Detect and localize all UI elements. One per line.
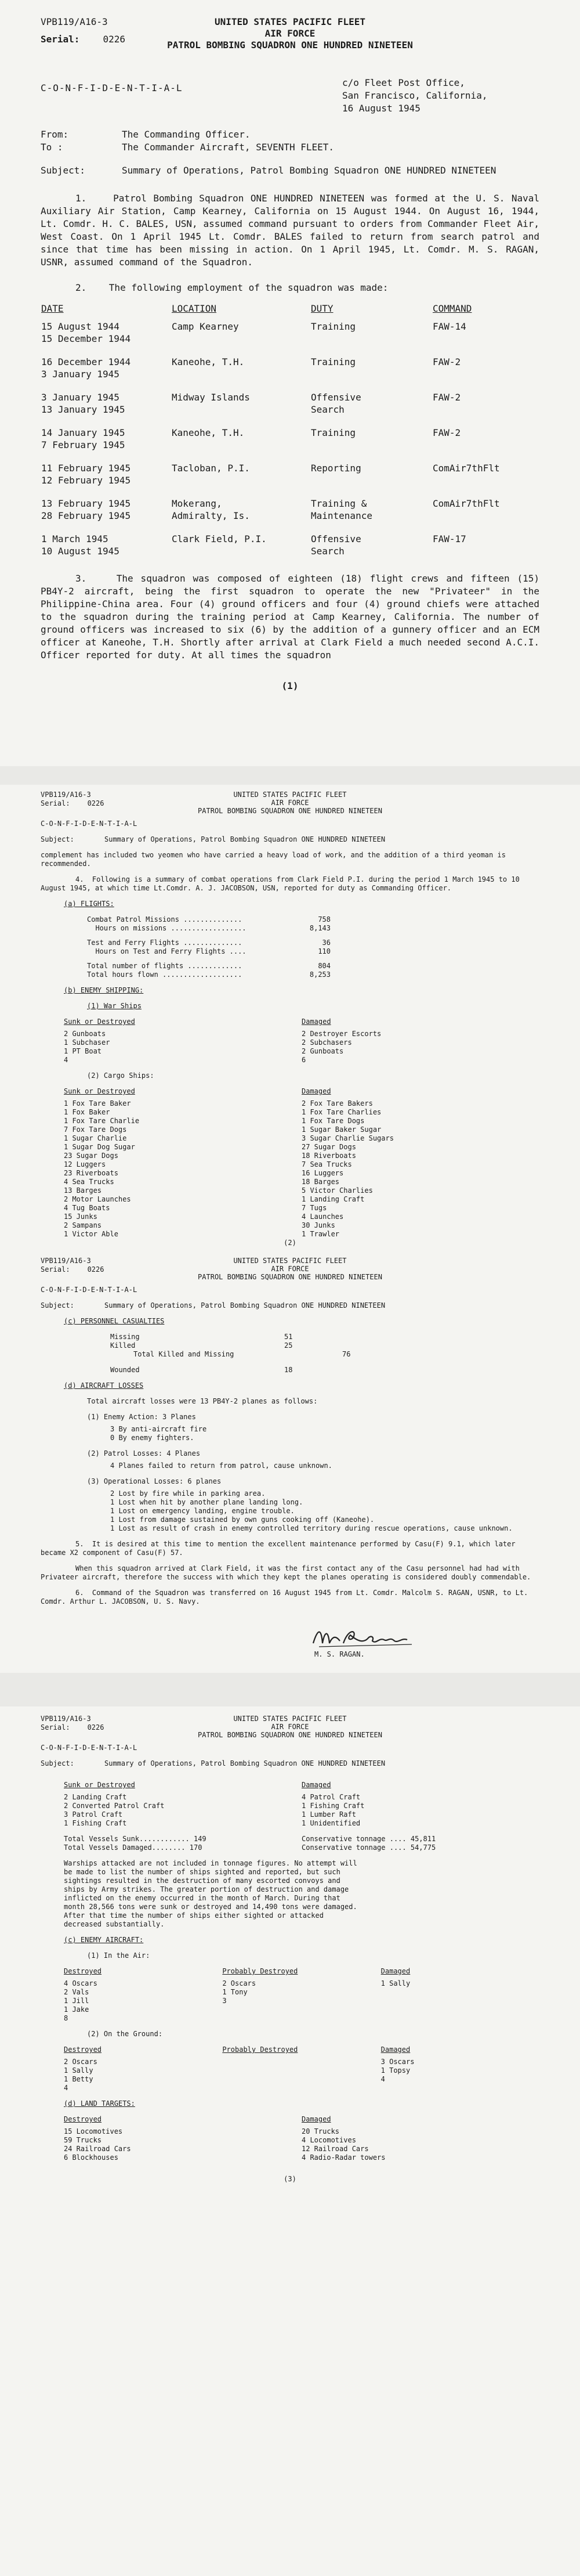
to-label: To : [41, 142, 63, 153]
stat-row [87, 939, 539, 947]
employment-row [41, 355, 539, 391]
employment-cmd-cell: ComAir7thFlt [433, 463, 500, 474]
list-item: 4 Patrol Craft [302, 1793, 361, 1801]
table-header-row [41, 302, 539, 320]
subject-label: Subject: [41, 165, 86, 176]
list-item: 23 Riverboats [64, 1169, 118, 1177]
patrol-losses-list [110, 1462, 539, 1470]
list-item: 2 Motor Launches [64, 1195, 131, 1203]
list-item: 0 By enemy fighters. [110, 1434, 194, 1442]
warships-damaged-list [302, 1030, 539, 1065]
vessels-damaged-total: Total Vessels Damaged........ 170 [64, 1843, 202, 1852]
list-item: 59 Trucks [64, 2136, 102, 2144]
serial-number: 0226 [87, 1723, 104, 1731]
vessels-sunk-tonnage: Conservative tonnage .... 45,811 [302, 1835, 436, 1843]
letterhead-line-1: UNITED STATES PACIFIC FLEET [233, 1715, 347, 1723]
stat-row [87, 970, 539, 979]
list-item: 4 Tug Boats [64, 1204, 110, 1212]
list-item: 7 Tugs [302, 1204, 327, 1212]
letterhead [41, 791, 539, 820]
handwritten-signature [307, 1623, 423, 1650]
file-reference: VPB119/A16-3 [41, 16, 108, 27]
list-item: 1 Topsy [380, 2066, 411, 2074]
column-header: Damaged [302, 1781, 331, 1789]
subject-line [41, 1301, 539, 1310]
stat-row [87, 947, 539, 956]
stat-label: Hours on missions .................. [87, 924, 246, 932]
list-item: 1 Betty [64, 2075, 93, 2083]
employment-row [41, 461, 539, 497]
subject-value: Summary of Operations, Patrol Bombing Squadron ONE HUNDRED NINETEEN [104, 835, 386, 843]
warships-sunk-list [64, 1030, 302, 1065]
stat-value: 804 [318, 962, 331, 970]
list-item: 3 By anti-aircraft fire [110, 1425, 207, 1433]
to-value: The Commander Aircraft, SEVENTH FLEET. [122, 142, 335, 153]
paragraph-5b [41, 1564, 539, 1582]
employment-row [41, 497, 539, 532]
paragraph-1 [41, 192, 539, 269]
list-item: 6 Blockhouses [64, 2153, 118, 2162]
employment-date-cell: 3 January 1945 13 January 1945 [41, 392, 125, 415]
list-item: 3 Oscars [380, 2058, 415, 2066]
stat-row [87, 962, 539, 970]
column-header: Damaged [380, 1967, 411, 1975]
list-item: 4 [64, 1056, 68, 1064]
subsection-title: (1) Enemy Action: 3 Planes [87, 1413, 196, 1421]
air-columns [64, 1967, 539, 2023]
paragraph-number: 3. [75, 573, 87, 584]
list-item: 1 PT Boat [64, 1047, 102, 1055]
column-header: Sunk or Destroyed [64, 1087, 135, 1095]
list-item: 20 Trucks [302, 2127, 340, 2135]
stat-value: 8,253 [309, 970, 331, 979]
employment-duty-cell: Reporting [311, 463, 361, 474]
killed-label: Killed [110, 1341, 136, 1350]
confidential-marking: C-O-N-F-I-D-E-N-T-I-A-L [41, 82, 183, 93]
section-title: (c) PERSONNEL CASUALTIES [64, 1317, 165, 1325]
paragraph-number: 5. [75, 1540, 84, 1548]
flight-statistics [87, 915, 539, 979]
sunk-list [64, 1793, 302, 1828]
paragraph-text: The squadron was composed of eighteen (18) flight crews and fifteen (15) PB4Y-2 aircraft, being the first squadron to operate the new "Privateer" in the Philippine-China area. Four (4) ground officers and four (4) ground chiefs were attached to the squadron during the training period at Camp Kearney, California. The number of ground officers was increased to six (6) by the addition of a gunnery officer and an ECM officer at Kaneohe, T.H. Shortly after arrival at Clark Field a much needed second A.C.I. Officer reported for duty. At all times the squadron [41, 573, 540, 661]
serial-label: Serial: [41, 1265, 70, 1273]
column-header: COMMAND [433, 303, 472, 314]
list-item: 1 Lost as result of crash in enemy controlled territory during rescue operations, cause unknown. [110, 1524, 513, 1532]
list-item: 6 [302, 1056, 306, 1064]
employment-date-cell: 1 March 1945 10 August 1945 [41, 533, 119, 557]
subject-value: Summary of Operations, Patrol Bombing Squadron ONE HUNDRED NINETEEN [104, 1759, 386, 1767]
air-probably-list [222, 1979, 380, 2005]
employment-loc-cell: Tacloban, P.I. [172, 463, 250, 474]
subsection-title: (2) Patrol Losses: 4 Planes [87, 1449, 201, 1457]
air-damaged-list [381, 1979, 539, 1988]
letterhead [41, 1715, 539, 1744]
employment-duty-cell: Training [311, 427, 356, 438]
list-item: 2 Lost by fire while in parking area. [110, 1489, 266, 1498]
column-header: Damaged [302, 1018, 331, 1026]
list-item: 8 [64, 2014, 68, 2022]
list-item: 2 Oscars [64, 2058, 97, 2066]
air-destroyed-list [64, 1979, 222, 2023]
stat-label: Hours on Test and Ferry Flights .... [87, 947, 246, 955]
subject-value: Summary of Operations, Patrol Bombing Squadron ONE HUNDRED NINETEEN [104, 1301, 386, 1309]
list-item: 4 [380, 2075, 385, 2083]
total-value: 76 [342, 1350, 351, 1358]
subject-line [41, 835, 539, 844]
stat-label: Combat Patrol Missions .............. [87, 915, 242, 923]
enemy-action-list [110, 1425, 539, 1442]
list-item: 4 Planes failed to return from patrol, cause unknown. [110, 1462, 332, 1470]
employment-cmd-cell: FAW-14 [433, 321, 466, 332]
paragraph-number: 6. [75, 1589, 84, 1597]
total-label: Total Killed and Missing [133, 1350, 234, 1358]
list-item: 5 Victor Charlies [302, 1186, 373, 1195]
ground-destroyed-list [64, 2058, 222, 2092]
signature-block [307, 1623, 539, 1659]
letterhead-line-3: PATROL BOMBING SQUADRON ONE HUNDRED NINETEEN [167, 39, 413, 50]
employment-loc-cell: Clark Field, P.I. [172, 533, 267, 544]
continuation-text: complement has included two yeomen who have carried a heavy load of work, and the addition of a third yeoman is recommended. [41, 851, 506, 868]
list-item: 3 [222, 1997, 227, 2005]
employment-cmd-cell: FAW-2 [433, 356, 461, 367]
letterhead [41, 1257, 539, 1286]
casualties [110, 1333, 539, 1374]
paragraph-text: It is desired at this time to mention the excellent maintenance performed by Casu(F) 9.1, which later became X2 component of Casu(F) 57. [41, 1540, 516, 1557]
warships-columns [64, 1018, 539, 1065]
paragraph-number: 4. [75, 875, 84, 883]
killed-value: 25 [284, 1341, 293, 1350]
section-title: (d) AIRCRAFT LOSSES [64, 1381, 144, 1390]
employment-date-cell: 16 December 1944 3 January 1945 [41, 356, 131, 380]
column-header: Destroyed [64, 1967, 102, 1975]
employment-cmd-cell: FAW-2 [433, 427, 461, 438]
list-item: 1 Sugar Charlie [64, 1134, 127, 1142]
list-item: 2 Gunboats [302, 1047, 344, 1055]
file-reference: VPB119/A16-3 [41, 1257, 91, 1265]
list-item: 2 Vals [64, 1988, 89, 1996]
cargo-columns [64, 1087, 539, 1239]
employment-table [41, 302, 539, 568]
column-header: DUTY [311, 303, 334, 314]
serial-label: Serial: [41, 34, 80, 45]
signer-name: M. S. RAGAN. [314, 1650, 365, 1658]
subsection-title: (1) In the Air: [87, 1951, 150, 1960]
employment-row [41, 532, 539, 568]
list-item: 1 Jill [64, 1997, 89, 2005]
paragraph-6 [41, 1589, 539, 1606]
confidential-marking: C-O-N-F-I-D-E-N-T-I-A-L [41, 820, 137, 828]
cargo-sunk-list [64, 1099, 302, 1239]
wounded-value: 18 [284, 1366, 293, 1374]
paragraph-5 [41, 1540, 539, 1557]
stat-label: Test and Ferry Flights .............. [87, 939, 242, 947]
paragraph-4 [41, 875, 539, 893]
cargo-damaged-list [302, 1099, 539, 1239]
paragraph-2 [41, 282, 539, 294]
list-item: 4 Launches [302, 1213, 344, 1221]
serial-number: 0226 [87, 1265, 104, 1273]
serial-number: 0226 [103, 34, 125, 45]
list-item: 7 Sea Trucks [302, 1160, 352, 1168]
vessels-damaged-tonnage: Conservative tonnage .... 54,775 [302, 1843, 436, 1852]
subsection-title: (2) Cargo Ships: [87, 1071, 154, 1080]
employment-cmd-cell: FAW-17 [433, 533, 466, 544]
stat-value: 8,143 [309, 924, 331, 932]
paragraph-text: Patrol Bombing Squadron ONE HUNDRED NINETEEN was formed at the U. S. Naval Auxiliary Air Station, Camp Kearney, California on 15 August 1944. On August 16, 1944, Lt. Comdr. H. C. BALES, USN, assumed command pursuant to orders from Commander Fleet Air, West Coast. On 1 April 1945 Lt. Comdr. BALES failed to return from search patrol and since that time has been missing in action. On 1 April 1945, Lt. Comdr. M. S. RAGAN, USNR, assumed command of the Squadron. [41, 193, 539, 268]
file-reference: VPB119/A16-3 [41, 791, 91, 799]
employment-cmd-cell: ComAir7thFlt [433, 498, 500, 509]
letterhead-line-1: UNITED STATES PACIFIC FLEET [214, 16, 366, 27]
address-block [342, 77, 487, 115]
page-number: (2) [284, 1239, 296, 1247]
continued-shipping-columns [64, 1781, 539, 1828]
list-item: 2 Converted Patrol Craft [64, 1802, 165, 1810]
employment-duty-cell: Offensive Search [311, 533, 361, 557]
subsection-title: (3) Operational Losses: 6 planes [87, 1477, 222, 1485]
ground-columns [64, 2045, 539, 2092]
vessels-sunk-total: Total Vessels Sunk............ 149 [64, 1835, 206, 1843]
list-item: 12 Luggers [64, 1160, 106, 1168]
list-item: 12 Railroad Cars [302, 2145, 369, 2153]
employment-row [41, 320, 539, 355]
employment-date-cell: 13 February 1945 28 February 1945 [41, 498, 131, 521]
column-header: Probably Destroyed [222, 1967, 298, 1975]
subject-line [41, 1759, 539, 1768]
list-item: 1 Lost when hit by another plane landing long. [110, 1498, 303, 1506]
list-item: 18 Riverboats [302, 1152, 356, 1160]
stat-label: Total number of flights ............. [87, 962, 242, 970]
list-item: 3 Sugar Charlie Sugars [302, 1134, 394, 1142]
list-item: 1 Fox Tare Dogs [302, 1117, 365, 1125]
employment-duty-cell: Training & Maintenance [311, 498, 372, 521]
letterhead-line-3: PATROL BOMBING SQUADRON ONE HUNDRED NINETEEN [198, 1731, 382, 1739]
stat-value: 758 [318, 915, 331, 923]
land-columns [64, 2115, 539, 2162]
subsection-title: (2) On the Ground: [87, 2030, 163, 2038]
damaged-list [302, 1793, 539, 1828]
column-header: Destroyed [64, 2115, 102, 2123]
aircraft-intro: Total aircraft losses were 13 PB4Y-2 planes as follows: [87, 1397, 318, 1405]
confidential-marking: C-O-N-F-I-D-E-N-T-I-A-L [41, 1744, 137, 1752]
subject-label: Subject: [41, 835, 74, 843]
employment-duty-cell: Offensive Search [311, 392, 361, 415]
paragraph-text: Following is a summary of combat operations from Clark Field P.I. during the period 1 March 1945 to 10 August 1945, at which time Lt.Comdr. A. J. JACOBSON, USN, reported for duty as Commanding Officer. [41, 875, 520, 892]
employment-duty-cell: Training [311, 321, 356, 332]
stat-value: 110 [318, 947, 331, 955]
serial-label: Serial: [41, 799, 70, 807]
letterhead-line-2: AIR FORCE [271, 1723, 309, 1731]
list-item: 1 Sugar Baker Sugar [302, 1125, 382, 1134]
list-item: 23 Sugar Dogs [64, 1152, 118, 1160]
paragraph-text: Command of the Squadron was transferred on 16 August 1945 from Lt. Comdr. Malcolm S. RAGAN, USNR, to Lt. Comdr. Arthur L. JACOBSON, U. S. Navy. [41, 1589, 528, 1606]
list-item: 1 Lumber Raft [302, 1810, 356, 1819]
list-item: 1 Tony [222, 1988, 248, 1996]
employment-cmd-cell: FAW-2 [433, 392, 461, 403]
paragraph-3 [41, 572, 539, 662]
column-header: Damaged [302, 2115, 331, 2123]
employment-duty-cell: Training [311, 356, 356, 367]
letterhead-line-2: AIR FORCE [271, 799, 309, 807]
subject-value: Summary of Operations, Patrol Bombing Squadron ONE HUNDRED NINETEEN [122, 165, 496, 176]
list-item: 24 Railroad Cars [64, 2145, 131, 2153]
list-item: 15 Locomotives [64, 2127, 123, 2135]
letterhead-line-2: AIR FORCE [271, 1265, 309, 1273]
missing-value: 51 [284, 1333, 293, 1341]
employment-row [41, 391, 539, 426]
column-header: Sunk or Destroyed [64, 1018, 135, 1026]
employment-loc-cell: Midway Islands [172, 392, 250, 403]
list-item: 2 Oscars [222, 1979, 256, 1987]
list-item: 1 Fox Baker [64, 1108, 110, 1116]
list-item: 1 Sugar Dog Sugar [64, 1143, 135, 1151]
letterhead-line-1: UNITED STATES PACIFIC FLEET [233, 791, 347, 799]
list-item: 1 Landing Craft [302, 1195, 365, 1203]
stat-row [87, 915, 539, 924]
list-item: 4 Radio-Radar towers [302, 2153, 386, 2162]
vessel-totals [64, 1835, 539, 1852]
from-value: The Commanding Officer. [122, 129, 251, 140]
list-item: 1 Fox Tare Charlies [302, 1108, 382, 1116]
employment-loc-cell: Kaneohe, T.H. [172, 356, 245, 367]
list-item: 7 Fox Tare Dogs [64, 1125, 127, 1134]
list-item: 15 Junks [64, 1213, 97, 1221]
list-item: 2 Fox Tare Bakers [302, 1099, 373, 1107]
list-item: 1 Sally [380, 1979, 411, 1987]
to-line [41, 141, 539, 154]
list-item: 1 Trawler [302, 1230, 340, 1238]
address-date: 16 August 1945 [342, 103, 420, 114]
column-header: Probably Destroyed [222, 2045, 298, 2054]
paragraph-number: 1. [75, 193, 87, 204]
section-title: (c) ENEMY AIRCRAFT: [64, 1936, 144, 1944]
page-3 [0, 1706, 580, 2576]
column-header: Sunk or Destroyed [64, 1781, 135, 1789]
subject-label: Subject: [41, 1759, 74, 1767]
section-title: (a) FLIGHTS: [64, 900, 114, 908]
list-item: 2 Subchasers [302, 1038, 352, 1047]
subject-line [41, 164, 539, 177]
operational-losses-list [110, 1489, 539, 1533]
list-item: 1 Sally [64, 2066, 93, 2074]
address-line: c/o Fleet Post Office, [342, 77, 465, 88]
employment-date-cell: 11 February 1945 12 February 1945 [41, 463, 131, 486]
serial-number: 0226 [87, 799, 104, 807]
list-item: 1 Fishing Craft [64, 1819, 127, 1827]
section-title: (d) LAND TARGETS: [64, 2099, 135, 2108]
list-item: 16 Luggers [302, 1169, 344, 1177]
list-item: 1 Fox Tare Baker [64, 1099, 131, 1107]
list-item: 1 Fox Tare Charlie [64, 1117, 140, 1125]
column-header: Destroyed [64, 2045, 102, 2054]
stat-label: Total hours flown ................... [87, 970, 242, 979]
list-item: 4 Locomotives [302, 2136, 356, 2144]
ground-damaged-list [381, 2058, 539, 2084]
list-item: 4 [64, 2084, 68, 2092]
employment-loc-cell: Kaneohe, T.H. [172, 427, 245, 438]
list-item: 1 Victor Able [64, 1230, 118, 1238]
list-item: 1 Lost from damage sustained by own guns cooking off (Kaneohe). [110, 1516, 375, 1524]
warships-note: Warships attacked are not included in tonnage figures. No attempt will be made to list the number of ships sighted and reported, but such sightings resulted in the destruction of many escorted convoys and ships by Army strikes. The greater portion of destruction and damage inflicted on the enemy occurred in the month of March. During that month 28,566 tons were sunk or destroyed and 14,490 tons were damaged. After that time the number of ships either sighted or attacked decreased substantially. [64, 1859, 357, 1928]
column-header: LOCATION [172, 303, 217, 314]
letterhead-line-3: PATROL BOMBING SQUADRON ONE HUNDRED NINETEEN [198, 1273, 382, 1281]
letterhead-line-2: AIR FORCE [264, 28, 316, 39]
list-item: 2 Destroyer Escorts [302, 1030, 382, 1038]
list-item: 13 Barges [64, 1186, 102, 1195]
from-line [41, 128, 539, 141]
list-item: 2 Sampans [64, 1221, 102, 1229]
list-item: 2 Landing Craft [64, 1793, 127, 1801]
subject-label: Subject: [41, 1301, 74, 1309]
letterhead [41, 16, 539, 70]
letterhead-line-3: PATROL BOMBING SQUADRON ONE HUNDRED NINETEEN [198, 807, 382, 815]
missing-label: Missing [110, 1333, 140, 1341]
list-item: 1 Lost on emergency landing, engine trouble. [110, 1507, 295, 1515]
from-label: From: [41, 129, 69, 140]
land-damaged-list [302, 2127, 539, 2162]
page-1 [0, 0, 580, 766]
confidential-marking: C-O-N-F-I-D-E-N-T-I-A-L [41, 1286, 137, 1294]
list-item: 4 Sea Trucks [64, 1178, 114, 1186]
page-number: (3) [284, 2175, 296, 2183]
letterhead-line-1: UNITED STATES PACIFIC FLEET [233, 1257, 347, 1265]
employment-row [41, 426, 539, 461]
wounded-label: Wounded [110, 1366, 140, 1374]
column-header: DATE [41, 303, 64, 314]
list-item: 1 Unidentified [302, 1819, 361, 1827]
paragraph-text: When this squadron arrived at Clark Field, it was the first contact any of the Casu personnel had had with Privateer aircraft, therefore the success with which they kept the planes operating is considered doubly commendable. [41, 1564, 531, 1581]
employment-rows [41, 320, 539, 568]
page-2 [0, 785, 580, 1673]
stat-row [87, 924, 539, 933]
employment-date-cell: 14 January 1945 7 February 1945 [41, 427, 125, 450]
employment-loc-cell: Camp Kearney [172, 321, 239, 332]
list-item: 2 Gunboats [64, 1030, 106, 1038]
list-item: 1 Jake [64, 2005, 89, 2014]
list-item: 1 Fishing Craft [302, 1802, 365, 1810]
list-item: 27 Sugar Dogs [302, 1143, 356, 1151]
list-item: 4 Oscars [64, 1979, 97, 1987]
file-reference: VPB119/A16-3 [41, 1715, 91, 1723]
employment-loc-cell: Mokerang, Admiralty, Is. [172, 498, 250, 521]
land-destroyed-list [64, 2127, 302, 2162]
subsection-title: (1) War Ships [87, 1002, 142, 1010]
stat-value: 36 [322, 939, 331, 947]
address-line: San Francisco, California, [342, 90, 488, 101]
paragraph-number: 2. [75, 282, 87, 293]
serial-label: Serial: [41, 1723, 70, 1731]
list-item: 18 Barges [302, 1178, 340, 1186]
employment-date-cell: 15 August 1944 15 December 1944 [41, 321, 131, 344]
section-title: (b) ENEMY SHIPPING: [64, 986, 144, 994]
paragraph-text: The following employment of the squadron was made: [108, 282, 389, 293]
list-item: 1 Subchaser [64, 1038, 110, 1047]
page-number: (1) [281, 680, 299, 691]
list-item: 30 Junks [302, 1221, 335, 1229]
column-header: Damaged [380, 2045, 411, 2054]
list-item: 3 Patrol Craft [64, 1810, 123, 1819]
column-header: Damaged [302, 1087, 331, 1095]
